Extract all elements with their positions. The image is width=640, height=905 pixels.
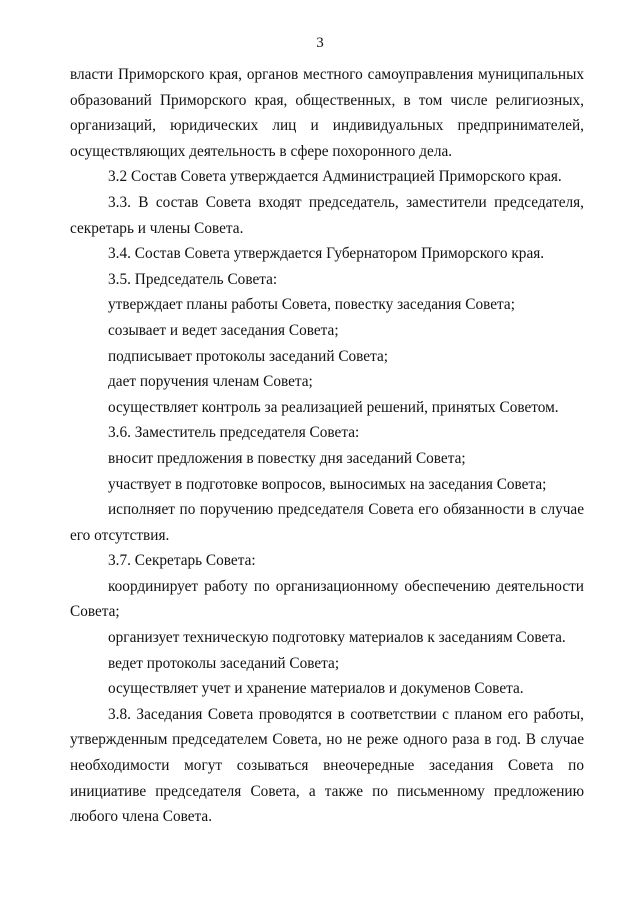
chairman-duty-item: утверждает планы работы Совета, повестку заседания Совета;	[108, 296, 515, 314]
paragraph-3-8: 3.8. Заседания Совета проводятся в соответствии с планом его работы, утвержденным председателем Совета, но не реже одного раза в год. В случае необходимости могут созываться внеочередные заседания Совета по инициативе председателя Совета, а также по письменному предложению любого члена Совета.	[70, 705, 584, 826]
page-number: 3	[316, 35, 324, 51]
deputy-duty-item: вносит предложения в повестку дня заседаний Совета;	[108, 449, 466, 467]
secretary-duty-item: ведет протоколы заседаний Совета;	[108, 654, 340, 672]
paragraph-3-6-heading: 3.6. Заместитель председателя Совета:	[108, 424, 360, 442]
paragraph-3-3: 3.3. В состав Совета входят председатель, заместители председателя, секретарь и члены Совета.	[70, 193, 584, 237]
chairman-duty-item: осуществляет контроль за реализацией решений, принятых Советом.	[108, 398, 559, 416]
secretary-duty-item: осуществляет учет и хранение материалов и докуменов Совета.	[108, 680, 524, 698]
document-body	[70, 62, 584, 830]
chairman-duty-item: дает поручения членам Совета;	[108, 373, 313, 391]
chairman-duty-item: созывает и ведет заседания Совета;	[108, 321, 339, 339]
chairman-duty-item: подписывает протоколы заседаний Совета;	[108, 347, 389, 365]
deputy-duty-item: участвует в подготовке вопросов, выносимых на заседания Совета;	[108, 475, 547, 493]
paragraph-3-2: 3.2 Состав Совета утверждается Администрацией Приморского края.	[108, 168, 562, 186]
paragraph-3-7-heading: 3.7. Секретарь Совета:	[108, 552, 256, 570]
deputy-duty-item: исполняет по поручению председателя Совета его обязанности в случае его отсутствия.	[70, 501, 584, 544]
paragraph-3-4: 3.4. Состав Совета утверждается Губернатором Приморского края.	[108, 245, 545, 263]
paragraph-3-1-continuation: власти Приморского края, органов местного самоуправления муниципальных образований Приморского края, общественных, в том числе религиозных, организаций, юридических лиц и индивидуальных предпринимателей, осуществляющих деятельность в сфере похоронного дела.	[70, 66, 584, 160]
secretary-duty-item: координирует работу по организационному обеспечению деятельности Совета;	[70, 577, 584, 621]
paragraph-3-5-heading: 3.5. Председатель Совета:	[108, 270, 278, 288]
secretary-duty-item: организует техническую подготовку материалов к заседаниям Совета.	[108, 629, 566, 647]
